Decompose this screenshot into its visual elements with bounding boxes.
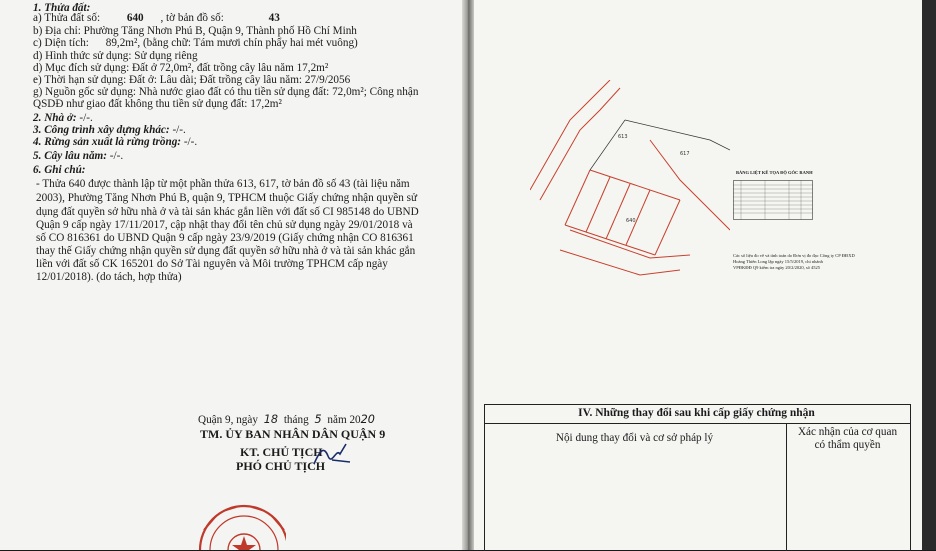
note-line: dụng đất quyền sở hữu nhà ở và tài sản khác gắn liền với đất số CI 985148 do UBND (36, 206, 419, 218)
section1-heading: 1. Thửa đất: (33, 2, 91, 14)
changes-col-content: Nội dung thay đổi và cơ sở pháp lý (555, 432, 714, 444)
section5-heading: 5. Cây lâu năm: (33, 150, 107, 162)
date-day: 18 (263, 413, 279, 426)
parcel-label-640: 640 (626, 218, 636, 224)
origin-line-2: QSDĐ như giao đất không thu tiền sử dụng đất: 17,2m² (33, 98, 282, 110)
map-note-3: VPĐKĐĐ Q9 kiểm tra ngày 20/2/2020, số 4525 (733, 265, 820, 270)
note-line: 12/01/2018). (do tách, hợp thửa) (36, 271, 182, 283)
note-line: liền với đất số CK 165201 do Sở Tài nguyên và Môi trường TPHCM cấp ngày (36, 258, 388, 270)
section3-heading: 3. Công trình xây dựng khác: (33, 124, 170, 136)
note-line: thay thế Giấy chứng nhận quyền sử dụng đất quyền sở hữu nhà ở và tài sản khác gắn (36, 245, 416, 257)
sign-org: TM. ỦY BAN NHÂN DÂN QUẬN 9 (200, 427, 386, 441)
usage-form-line: d) Hình thức sử dụng: Sử dụng riêng (33, 50, 198, 62)
section4-value: -/-. (183, 136, 198, 148)
parcel-prefix: a) Thửa đất số: (33, 12, 101, 24)
section5-value: -/-. (109, 150, 124, 162)
sheet-prefix: , tờ bản đồ số: (160, 12, 224, 24)
origin-line-1: g) Nguồn gốc sử dụng: Nhà nước giao đất có thu tiền sử dụng đất: 72,0m²; Công nhận (33, 86, 419, 98)
map-note-2: Hoàng Thiên Long lập ngày 15/5/2019, chi nhánh (733, 259, 823, 264)
parcel-number: 640 (126, 12, 144, 24)
usage-purpose-line: d) Mục đích sử dụng: Đất ở 72,0m², đất trồng cây lâu năm 17,2m² (33, 62, 329, 74)
area-prefix: c) Diện tích: (33, 37, 89, 49)
section5-line (33, 150, 123, 163)
year-label: năm 20 (327, 414, 361, 426)
map-note-1: Các số liệu đo vẽ và tính toán do Đơn vị đo đạc Công ty CP ĐĐXD (733, 253, 855, 258)
parcel-label-617: 617 (680, 151, 690, 157)
address-line: b) Địa chỉ: Phường Tăng Nhơn Phú B, Quận 9, Thành phố Hồ Chí Minh (33, 25, 357, 37)
page-fold (462, 0, 474, 550)
coordinate-table (733, 180, 813, 220)
date-year: 20 (360, 413, 375, 426)
usage-term-line: e) Thời hạn sử dụng: Đất ở: Lâu dài; Đất trồng cây lâu năm: 27/9/2056 (33, 74, 351, 86)
sign-date (198, 413, 375, 427)
section2-value: -/-. (79, 112, 93, 124)
section4-heading: 4. Rừng sản xuất là rừng trồng: (33, 136, 182, 148)
sign-role-1: KT. CHỦ TỊCH (240, 445, 323, 459)
changes-col-confirm-1: Xác nhận của cơ quan (797, 426, 898, 438)
note-line: số CO 816361 do UBND Quận 9 cấp ngày 23/9/2019 (Giấy chứng nhận CO 816361 (36, 232, 414, 244)
changes-table-heading: IV. Những thay đổi sau khi cấp giấy chứng nhận (578, 407, 815, 419)
note-line: - Thửa 640 được thành lập từ một phần thửa 613, 617, tờ bản đồ số 43 (tài liệu năm (36, 178, 410, 190)
note-line: 2003), Phường Tăng Nhơn Phú B, quận 9, TPHCM thuộc Giấy chứng nhận quyền sử (36, 192, 418, 204)
area-line (33, 37, 358, 50)
background-edge (922, 0, 936, 550)
sheet-number: 43 (268, 12, 280, 24)
coord-table-title: BẢNG LIỆT KÊ TỌA ĐỘ GÓC RANH (736, 170, 813, 175)
date-month: 5 (314, 413, 322, 426)
parcel-label-613: 613 (618, 134, 628, 140)
official-stamp (196, 470, 286, 550)
parcel-line (33, 12, 280, 25)
changes-col-confirm-2: có thẩm quyền (814, 439, 881, 451)
section2-heading: 2. Nhà ở: (33, 112, 77, 124)
month-label: tháng (283, 414, 309, 426)
parcel-map (530, 80, 730, 280)
note-line: Quận 9 cấp ngày 17/11/2017, cập nhật thay đổi tên chủ sử dụng ngày 29/01/2018 và (36, 219, 413, 231)
sign-role-2: PHÓ CHỦ TỊCH (236, 459, 326, 473)
section3-value: -/-. (172, 124, 186, 136)
handwritten-signature (310, 440, 354, 470)
section4-line (33, 136, 197, 149)
area-value: 89,2m², (bằng chữ: Tám mươi chín phẩy hai mét vuông) (105, 37, 358, 49)
section6-heading: 6. Ghi chú: (33, 164, 86, 176)
date-prefix: Quận 9, ngày (198, 414, 258, 426)
